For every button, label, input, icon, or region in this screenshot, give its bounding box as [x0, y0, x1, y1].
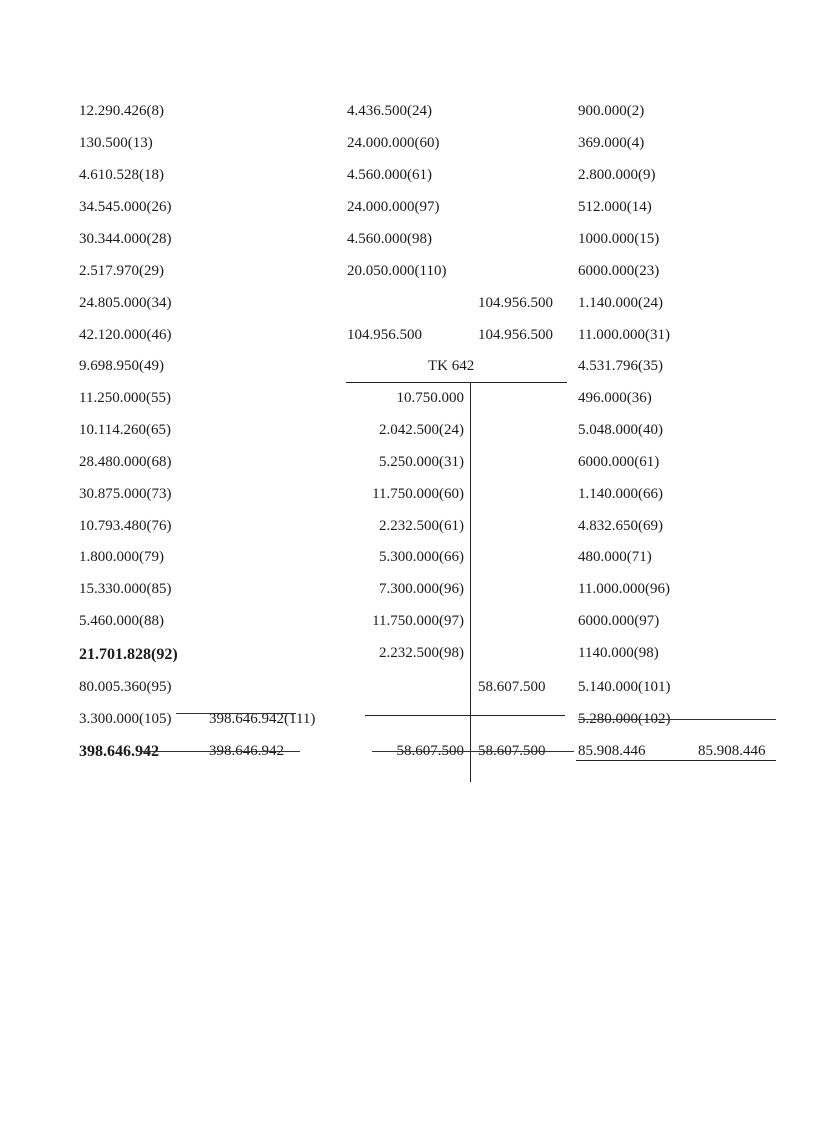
left-entry: 12.290.426(8): [79, 103, 164, 119]
tk642-top-rule: [346, 382, 567, 383]
left-entry: 30.344.000(28): [79, 231, 172, 247]
left-entry: 5.460.000(88): [79, 613, 164, 629]
right-entry: 6000.000(23): [578, 263, 660, 279]
right-entry: 1140.000(98): [578, 645, 659, 661]
left-credit-entry: 398.646.942(111): [209, 711, 316, 727]
right-entry: 496.000(36): [578, 390, 652, 406]
left-entry: 1.800.000(79): [79, 549, 164, 565]
tk642-debit-entry: 5.250.000(31): [379, 454, 464, 470]
right-entry: 5.048.000(40): [578, 422, 663, 438]
tk642-credit-entry: 58.607.500: [478, 679, 546, 695]
left-entry: 42.120.000(46): [79, 327, 172, 343]
left-entry: 4.610.528(18): [79, 167, 164, 183]
right-credit-total: 85.908.446: [698, 743, 766, 759]
tk642-total-strike: [372, 751, 574, 752]
left-entry: 30.875.000(73): [79, 486, 172, 502]
right-entry: 4.832.650(69): [578, 518, 663, 534]
mid-entry: 4.436.500(24): [347, 103, 432, 119]
tk642-debit-entry: 11.750.000(60): [372, 486, 464, 502]
left-entry: 10.114.260(65): [79, 422, 171, 438]
tk642-credit-total: 58.607.500: [478, 743, 546, 759]
right-entry: 6000.000(61): [578, 454, 660, 470]
tk642-center-rule: [470, 382, 471, 782]
left-entry: 24.805.000(34): [79, 295, 172, 311]
left-entry: 80.005.360(95): [79, 679, 172, 695]
tk642-debit-entry: 5.300.000(66): [379, 549, 464, 565]
left-entry: 15.330.000(85): [79, 581, 172, 597]
right-entry: 6000.000(97): [578, 613, 660, 629]
right-entry: 1.140.000(66): [578, 486, 663, 502]
right-entry: 1000.000(15): [578, 231, 660, 247]
left-entry: 130.500(13): [79, 135, 153, 151]
right-entry: 11.000.000(96): [578, 581, 670, 597]
tk642-debit-entry: 7.300.000(96): [379, 581, 464, 597]
left-entry: 28.480.000(68): [79, 454, 172, 470]
tk642-debit-total: 58.607.500: [396, 743, 464, 759]
right-entry: 5.140.000(101): [578, 679, 671, 695]
mid-entry: 24.000.000(97): [347, 199, 440, 215]
left-debit-total: 398.646.942: [79, 743, 159, 760]
tk642-title: TK 642: [428, 358, 475, 374]
right-entry: 4.531.796(35): [578, 358, 663, 374]
mid-debit-total: 104.956.500: [347, 327, 422, 343]
right-entry: 512.000(14): [578, 199, 652, 215]
mid-credit-entry: 104.956.500: [478, 295, 553, 311]
tk642-debit-entry: 2.232.500(61): [379, 518, 464, 534]
mid-entry: 24.000.000(60): [347, 135, 440, 151]
left-credit-total: 398.646.942: [209, 743, 284, 759]
left-entry: 10.793.480(76): [79, 518, 172, 534]
right-debit-total: 85.908.446: [578, 743, 646, 759]
mid-credit-total: 104.956.500: [478, 327, 553, 343]
tk642-debit-entry: 2.042.500(24): [379, 422, 464, 438]
left-rule: [176, 713, 296, 714]
right-total-underline: [576, 760, 776, 761]
tk642-debit-entry: 10.750.000: [396, 390, 464, 406]
right-entry: 480.000(71): [578, 549, 652, 565]
right-rule: [578, 719, 776, 720]
mid-entry: 4.560.000(61): [347, 167, 432, 183]
left-entry: 2.517.970(29): [79, 263, 164, 279]
left-entry: 11.250.000(55): [79, 390, 171, 406]
tk642-debit-entry: 11.750.000(97): [372, 613, 464, 629]
tk642-debit-entry: 2.232.500(98): [379, 645, 464, 661]
left-entry-bold: 21.701.828(92): [79, 646, 178, 663]
mid-entry: 20.050.000(110): [347, 263, 447, 279]
right-entry: 5.280.000(102): [578, 711, 671, 727]
right-entry: 1.140.000(24): [578, 295, 663, 311]
left-entry: 3.300.000(105): [79, 711, 172, 727]
tk642-sum-rule: [365, 715, 565, 716]
mid-entry: 4.560.000(98): [347, 231, 432, 247]
left-entry: 9.698.950(49): [79, 358, 164, 374]
right-entry: 11.000.000(31): [578, 327, 670, 343]
left-entry: 34.545.000(26): [79, 199, 172, 215]
left-total-strike: [140, 751, 300, 752]
right-entry: 2.800.000(9): [578, 167, 656, 183]
right-entry: 369.000(4): [578, 135, 645, 151]
right-entry: 900.000(2): [578, 103, 645, 119]
